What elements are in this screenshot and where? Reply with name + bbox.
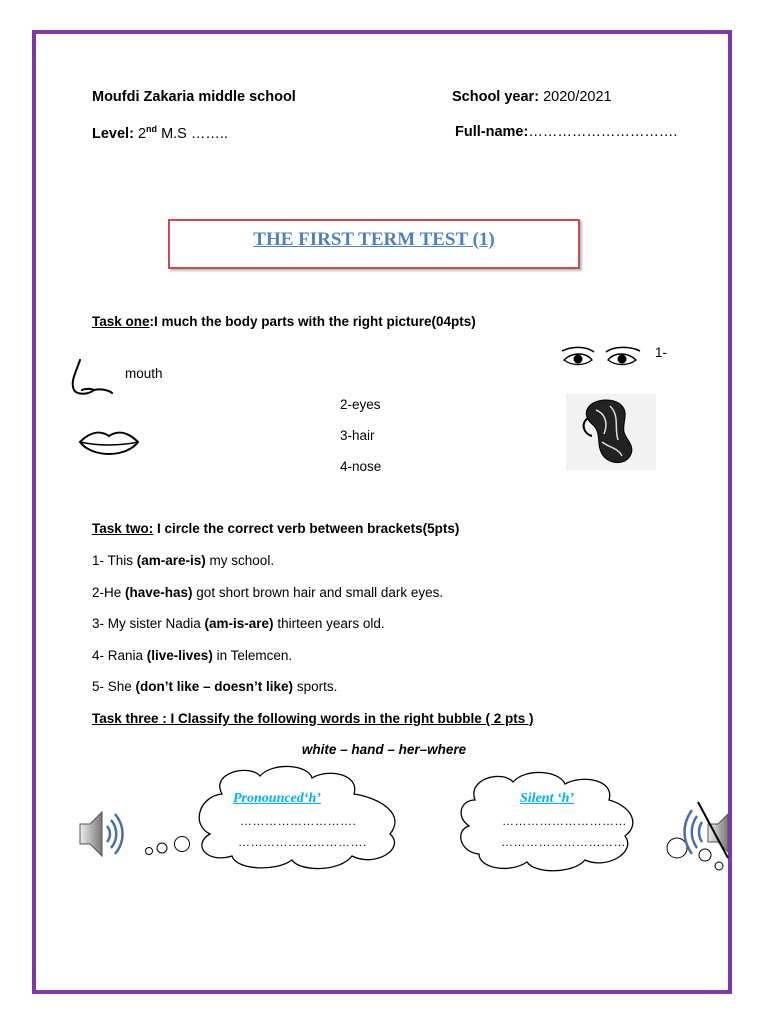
full-name-label: Full-name: — [455, 124, 529, 140]
hair-icon — [566, 394, 656, 470]
level-suffix: nd — [146, 124, 158, 134]
sentence-3 — [92, 616, 385, 631]
sentence-4 — [92, 648, 292, 663]
full-name-field[interactable]: …………………………. — [528, 124, 678, 140]
sentence-text: 4- Rania — [92, 648, 147, 663]
school-year-value: 2020/2021 — [543, 89, 612, 105]
speaker-muted-icon — [684, 800, 728, 860]
word-list: white – hand – her–where — [301, 742, 467, 757]
sentence-text: sports. — [293, 679, 338, 694]
level-number: 2 — [137, 125, 147, 142]
sentence-text: 1- This — [92, 553, 137, 568]
school-year — [452, 89, 612, 105]
silent-label: Silent ‘h’ — [520, 791, 575, 806]
task-two-label: Task two: — [92, 521, 154, 536]
nose-icon — [68, 358, 118, 398]
sentence-text: in Telemcen. — [212, 648, 293, 663]
verb-choice[interactable]: (am-are-is) — [136, 553, 206, 568]
task-two-instruction: I circle the correct verb between brackets(5pts) — [153, 521, 460, 536]
sentence-5 — [92, 679, 337, 694]
number-one: 1- — [655, 345, 668, 360]
school-year-label: School year: — [452, 89, 540, 105]
sentence-text: got short brown hair and small dark eyes. — [192, 585, 444, 600]
task-two-heading — [92, 521, 459, 536]
verb-choice[interactable]: (have-has) — [125, 585, 193, 600]
silent-answer-2[interactable]: ………………………… — [501, 835, 626, 849]
word-mouth: mouth — [125, 366, 163, 381]
word-eyes: 2-eyes — [340, 397, 381, 412]
level-label: Level: — [92, 125, 134, 142]
pronounced-answer-1[interactable]: ………………………. — [240, 814, 357, 828]
verb-choice[interactable]: (don’t like – doesn’t like) — [135, 679, 294, 694]
task-three-heading: Task three : I Classify the following words in the right bubble ( 2 pts ) — [92, 711, 534, 726]
verb-choice[interactable]: (am-is-are) — [204, 616, 274, 631]
task-one-instruction: :I much the body parts with the right picture(04pts) — [149, 314, 476, 329]
sentence-text: 3- My sister Nadia — [92, 616, 205, 631]
task-one-label: Task one — [92, 314, 150, 329]
page-title: THE FIRST TERM TEST (1) — [253, 229, 495, 250]
pronounced-answer-2[interactable]: …………………………. — [238, 835, 367, 849]
task-one-heading — [92, 314, 476, 329]
speaker-icon — [78, 806, 122, 862]
pronounced-label: Pronounced‘h’ — [233, 791, 321, 806]
level-rest: M.S …….. — [161, 125, 228, 142]
lips-icon — [78, 428, 140, 460]
eyes-icon — [560, 346, 645, 372]
word-nose: 4-nose — [340, 459, 382, 474]
full-name-line — [455, 124, 677, 140]
verb-choice[interactable]: (live-lives) — [146, 648, 213, 663]
sentence-2 — [92, 585, 443, 600]
school-name: Moufdi Zakaria middle school — [92, 89, 296, 105]
sentence-1 — [92, 553, 274, 568]
sentence-text: thirteen years old. — [273, 616, 385, 631]
sentence-text: 2-He — [92, 585, 126, 600]
level-line — [92, 124, 228, 142]
silent-answer-1[interactable]: ………………………… — [502, 814, 627, 828]
word-hair: 3-hair — [340, 428, 375, 443]
sentence-text: my school. — [205, 553, 275, 568]
sentence-text: 5- She — [92, 679, 136, 694]
title-box — [168, 219, 580, 269]
